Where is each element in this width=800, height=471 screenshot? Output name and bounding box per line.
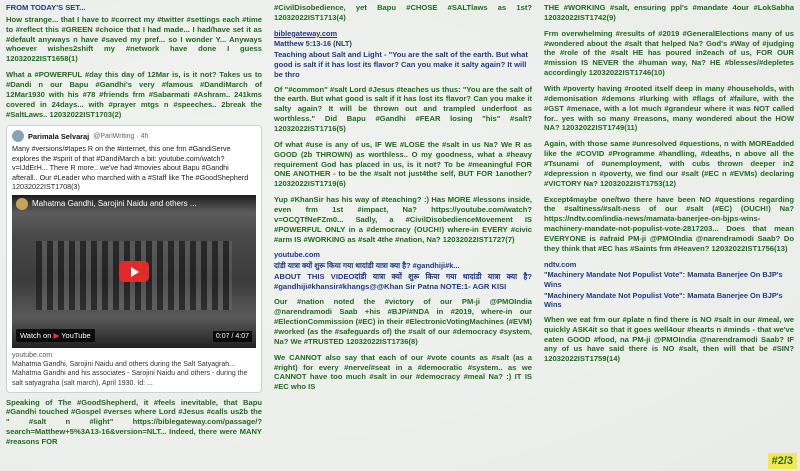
post-text: Yup #KhanSir has his way of #teaching? :) Has MORE #lessons inside, even frm 1st #impact, Na? https://youtube.com/watch?v=OCQTfNeFZm0... Sadly, a #CivilDisobedienceMovement IS #POWERFUL ONLY in a #democracy (OUCH!) where-in EVERY #civic #arm IS #WORKING as #salt 4the #nation, Na? 12032022IST1727(7) (274, 195, 532, 244)
page-counter-badge: #2/3 (768, 453, 797, 469)
link-card-title: Mahatma Gandhi, Sarojini Naidu and others during the Salt Satyagrah... (12, 361, 235, 369)
link-card[interactable] (12, 351, 256, 387)
embedded-tweet[interactable] (6, 125, 262, 392)
section-heading: FROM TODAY'S SET... (6, 3, 86, 12)
post-text: Of "#common" #salt Lord #Jesus #teaches us thus: "You are the salt of the earth. But what good is salt if it has lost its flavor? Can you make it salty again? It will be thrown out and trampled underfoot as worthless." Did Bapu #Gandhi #FEAR losing "his" #salt? 12032022IST1716(5) (274, 84, 532, 133)
link-description: Teaching about Salt and Light - "You are the salt of the earth. But what good is salt if it has lost its flavor? Can you make it salty again? It will be thro (274, 49, 528, 79)
post-text: Our #nation noted the #victory of our PM-ji @PMOIndia @narendramodi Saab +his #BJP/#NDA in #2019, where-in our #ElectionCommission (#EC) in their #ElectronicVotingMachines (#EVM) #worked (as the #safeguards of) the #salt of our #democracy #system, Na? We #TRUSTED 12032022IST1736(8) (274, 297, 532, 346)
post-text: Speaking of The #GoodShepherd, it #feels inevitable, that Bapu #Gandhi touched #Gospel #verses where Lord #Jesus #calls us2b the " #salt n #light" https://biblegateway.com/passage/?search=Matthew+5%3A13-16&version=NLT... Indeed, there were MANY #reasons FOR (6, 397, 262, 447)
post-text: Again, with those same #unresolved #questions, n with MOREadded like the #COVID #Programme #handling, #deaths, n above all the #Tsunami of #unemployment, with cubs thrown deeper in2 #depression n #poverty, we find our #salt (#EC n #EVMs) declaring #VICTORY Na? 12032022IST1753(12) (544, 139, 794, 188)
video-embed[interactable] (12, 195, 256, 348)
post-text: When we eat frm our #plate n find there is NO #salt in our #meal, we quickly ASK4it so that it goes well4our #hearts n #minds - that we've eaten GOOD #food, na PM-ji @PMOIndia @narendramodi Saab? IF any of us have said there is NO #salt, then will that be #SIN? 12032022IST1759(14) (544, 314, 794, 364)
column-right (538, 0, 800, 471)
link-title[interactable]: "Machinery Mandate Not Populist Vote": Mamata Banerjee On BJP's Wins (544, 270, 783, 290)
video-title-bar (12, 195, 256, 213)
tweet-author-name[interactable]: Parimala Selvaraj (28, 131, 90, 141)
video-description: ABOUT THIS VIDEOदांडी यात्रा क्यों शुरू किया गया थादांडी यात्रा क्या है? #gandhiji#khansir#khangs@@Khan Sir Patna NOTE:1- AGR KISI (274, 271, 532, 291)
tweet-header (12, 130, 256, 142)
link-domain[interactable]: ndtv.com (544, 259, 577, 269)
video-title[interactable]: Mahatma Gandhi, Sarojini Naidu and others ... (32, 199, 197, 209)
watch-on-youtube-button[interactable]: Watch on ▶ YouTube (16, 329, 95, 343)
video-link-title[interactable]: दांडी यात्रा क्यों शुरू किया गया थादांडी यात्रा क्या है? #gandhiji#k... (274, 261, 460, 271)
link-domain[interactable]: youtube.com (274, 250, 320, 260)
watch-label: Watch on (20, 330, 52, 340)
link-card-domain: youtube.com (12, 352, 53, 360)
post-text: What a #POWERFUL #day this day of 12Mar is, is it not? Takes us to #Dandi n our Bapu #Gandhi's very #famous #DandiMarch of 12Mar1930 with his #78 #friends frm #Sabarmati #Ashram.. 241kms covered in 24days... with #prayer mtgs n #speeches.. 2break the #SaltLaws.. 12032022IST1703(2) (6, 70, 262, 119)
post-text: THE #WORKING #salt, ensuring ppl's #mandate 4our #LokSabha 12032022IST1742(9) (544, 3, 794, 22)
link-domain[interactable]: biblegateway.com (274, 28, 338, 38)
link-description: "Machinery Mandate Not Populist Vote": Mamata Banerjee On BJP's Wins (544, 290, 783, 310)
post-text: Except4maybe one/two there have been NO #questions regarding the #saltiness/#salt-ness of our #salt (#EC) (OUCH!) Na? https://ndtv.com/india-news/mamata-banerjee-on-bjps-wins-machinery-mandate-not-populist-vote-2817203... Does that mean EVERYONE is #afraid PM-ji @PMOIndia @narendramodi Saab? Do they think that #EC has #Saints frm #Heaven? 12032022IST1756(13) (544, 194, 794, 253)
play-button-icon[interactable] (119, 261, 149, 282)
tweet-author-handle: @PariWriting · 4h (93, 132, 149, 140)
post-text: How strange... that I have to #correct my #twitter #settings each #time to #reflect this #GREEN #choice that I had made... I had/have set it as #default anyways n have #saved my pref... so I wonder Y... Anyways whoever wishes2shift my #network have done I guess 12032022IST1658(1) (6, 14, 262, 64)
youtube-label: YouTube (61, 330, 91, 340)
post-text: With #poverty having #rooted itself deep in many #households, with #demonisation #demons #lurking with #flags of #failure, with the #GST #menace, with a lot much #grandeur where it was NOT called for.. yes with so many #reasons, many wondered about the HOW NA? 12032022IST1749(11) (544, 84, 794, 133)
channel-icon (16, 198, 28, 210)
post-text: Of what #use is any of us, IF WE #LOSE the #salt in us Na? We R as GOOD (2b THROWN) as worthless.. O my goodness, what a #heavy requirement God has placed in us, is it not? To be #meaningful FOR ONE ANOTHER - to be the #salt not just4the self, BUT FOR 1another? 12032022IST1719(6) (274, 139, 532, 189)
video-duration: 0:07 / 4:07 (213, 331, 252, 342)
post-text: We CANNOT also say that each of our #vote counts as #salt (as a #right) for every #nerve/#seat in a #democratic #system.. as we CANNOT have too much #salt in our #democracy #meal Na? :) IT IS #EC who IS (274, 352, 532, 392)
avatar[interactable] (12, 130, 24, 142)
post-text: Frm overwhelming #results of #2019 #GeneralElections many of us #wondered about the #salt that helped Na? God's #Way of #judging the #role of the #salt HE has poured in2each of us, FOR OUR #mission IS NEVER the #human way, Na? HE #blesses/#depletes accordingly 12032022IST1746(10) (544, 28, 794, 78)
link-card-description: Mahatma Gandhi and his associates - Sarojini Naidu and others - during the salt satyagraha (salt march), April 1930. Id: ... (12, 370, 248, 387)
column-middle (268, 0, 538, 471)
column-left (0, 0, 268, 471)
link-title[interactable]: Matthew 5:13-16 (NLT) (274, 39, 352, 49)
tweet-text: Many #versions/#tapes R on the #internet, this one frm #GandiServe explores the #spirit of that #DandiMarch a bit: youtube.com/watch?v=IJdErH... There R more.. we've had #movies about Bapu #Gandhi afterall.. Our #Leader who marched with a #Staff like The #GoodShepherd 12032022IST1708(3) (12, 144, 249, 191)
post-text: #CivilDisobedience, yet Bapu #CHOSE #SALTlaws as 1st? 12032022IST1713(4) (274, 3, 532, 22)
